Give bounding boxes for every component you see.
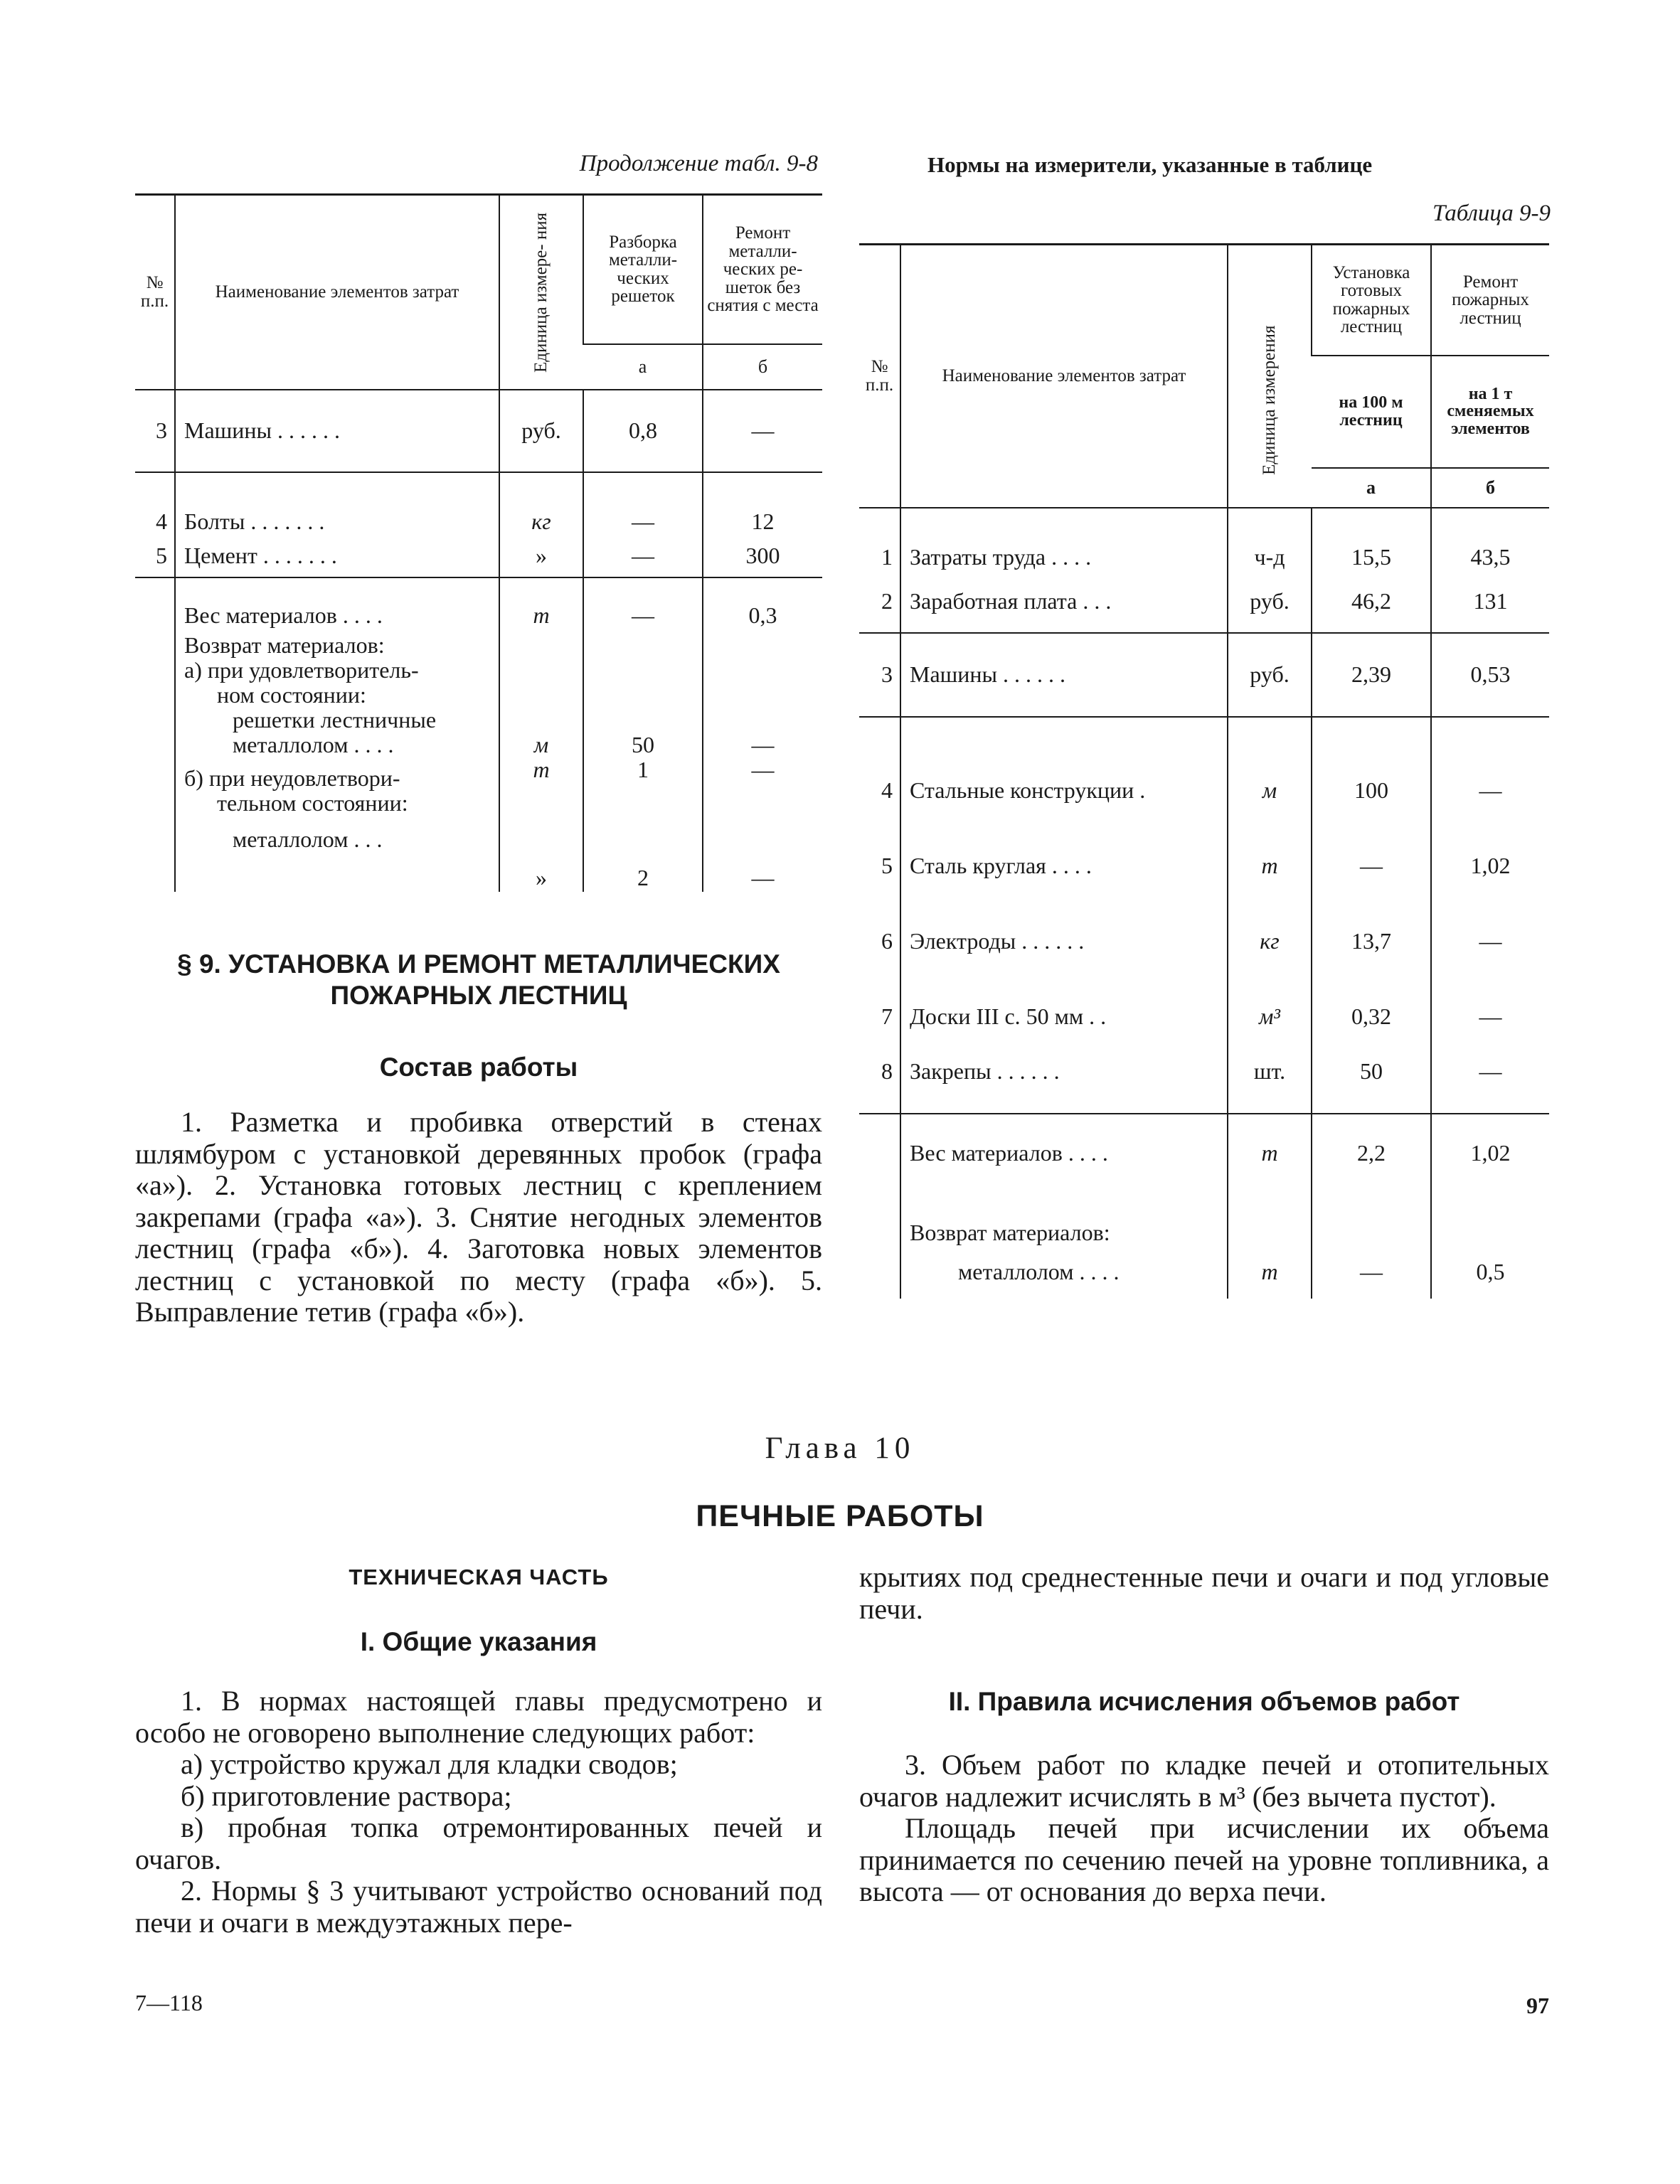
cell-name: Стальные конструкции . [900, 717, 1228, 804]
cell-name: Затраты труда . . . . [900, 508, 1228, 570]
cell-a: — [1312, 1246, 1431, 1299]
chapter-title: ПЕЧНЫЕ РАБОТЫ [696, 1499, 984, 1533]
cell-b: 43,5 [1431, 508, 1549, 570]
left-table [135, 193, 822, 892]
right-header-col-a: Установка готовых пожарных лестниц [1312, 245, 1431, 356]
cell-unit: руб. [1228, 570, 1312, 633]
cell-b: 131 [1431, 570, 1549, 633]
return-item1-unit: м [533, 731, 549, 757]
cell-a: 46,2 [1312, 570, 1431, 633]
table-row [859, 1030, 1549, 1114]
cell-b: — [1431, 717, 1549, 804]
return-a-line2: ном состоянии: [217, 681, 366, 708]
cell-unit: м³ [1228, 954, 1312, 1030]
right-header-b-sub: на 1 т сменяемых элементов [1431, 356, 1549, 468]
cell-name: Вес материалов . . . . [900, 1114, 1228, 1192]
table-row [135, 390, 822, 472]
cell-a: — [1312, 804, 1431, 879]
left-header-col-a: Разборка металли- ческих решеток [583, 195, 703, 344]
right-header-a-letter: а [1312, 468, 1431, 508]
cell-b: — [1431, 879, 1549, 954]
cell-name: металлолом . . . . [900, 1246, 1228, 1299]
return-item3-a: 2 [637, 864, 649, 890]
general-text [135, 1685, 822, 1939]
cell-num: 7 [881, 1003, 893, 1029]
cell-unit: руб. [1228, 633, 1312, 717]
right-table-heading: Нормы на измерители, указанные в таблице [927, 152, 1373, 177]
cell-b [1431, 1192, 1549, 1246]
cell-b: — [1431, 1030, 1549, 1114]
table-row [859, 1246, 1549, 1299]
left-header-name: Наименование элементов затрат [175, 195, 499, 390]
table-row [859, 633, 1549, 717]
cell-name: Возврат материалов: [900, 1192, 1228, 1246]
cell-b: 0,5 [1431, 1246, 1549, 1299]
cell-num: 3 [156, 417, 167, 443]
cell-a: 50 [1312, 1030, 1431, 1114]
paragraph-3: 3. Объем работ по кладке печей и отопительных очагов надлежит исчислять в м³ (без вычета пустот). [859, 1749, 1549, 1813]
cell-num [859, 1246, 900, 1299]
cell-unit: т [1228, 1114, 1312, 1192]
table-row [859, 879, 1549, 954]
cell-b: 12 [703, 472, 822, 535]
cell-a: 13,7 [1312, 879, 1431, 954]
general-title: I. Общие указания [360, 1627, 597, 1656]
cell-unit: ч-д [1228, 508, 1312, 570]
cell-unit: т [499, 577, 583, 629]
left-header-a-letter: а [583, 344, 703, 390]
return-item3: металлолом . . . [233, 826, 383, 852]
cell-a: — [583, 535, 703, 577]
left-table-caption: Продолжение табл. 9-8 [579, 151, 818, 176]
cell-name: Сталь круглая . . . . [900, 804, 1228, 879]
right-header-a-sub: на 100 м лестниц [1312, 356, 1431, 468]
cell-a: — [583, 577, 703, 629]
rules-title: II. Правила исчисления объемов работ [948, 1687, 1460, 1716]
cell-num: 5 [156, 542, 167, 568]
paragraph-2-continued: крытиях под среднестенные печи и очаги и под угловые печи. [859, 1561, 1549, 1625]
cell-a: 0,8 [583, 390, 703, 472]
paragraph-1c: в) пробная топка отремонтированных печей и очагов. [135, 1811, 822, 1875]
cell-b: 0,53 [1431, 633, 1549, 717]
cell-a: 2,39 [1312, 633, 1431, 717]
cell-b: 1,02 [1431, 1114, 1549, 1192]
right-table-caption: Таблица 9-9 [1432, 201, 1551, 226]
cell-a: 2,2 [1312, 1114, 1431, 1192]
return-materials-row [135, 629, 822, 892]
cell-b: 1,02 [1431, 804, 1549, 879]
return-item2-b: — [751, 756, 775, 782]
cell-unit: шт. [1228, 1030, 1312, 1114]
paragraph-4: Площадь печей при исчислении их объема принимается по сечению печей на уровне топливника, а высота — от основания до верха печи. [859, 1812, 1549, 1907]
table-row [859, 1192, 1549, 1246]
cell-num: 4 [881, 777, 893, 803]
section9-title: § 9. УСТАНОВКА И РЕМОНТ МЕТАЛЛИЧЕСКИХ ПОЖАРНЫХ ЛЕСТНИЦ [177, 949, 780, 1010]
cell-num: 2 [881, 587, 893, 614]
cell-name: Доски III с. 50 мм . . [900, 954, 1228, 1030]
left-header-num: № п.п. [140, 273, 169, 311]
paragraph-1a: а) устройство кружал для кладки сводов; [181, 1748, 678, 1780]
cell-a: 0,32 [1312, 954, 1431, 1030]
cell-b: 300 [703, 535, 822, 577]
cell-unit [1228, 1192, 1312, 1246]
left-header-b-letter: б [703, 344, 822, 390]
cell-unit: кг [1228, 879, 1312, 954]
cell-a: 100 [1312, 717, 1431, 804]
right-header-unit: Единица измерения [1228, 245, 1312, 508]
cell-a: 15,5 [1312, 508, 1431, 570]
cell-b: — [703, 390, 822, 472]
cell-name: Закрепы . . . . . . [900, 1030, 1228, 1114]
cell-unit: руб. [499, 390, 583, 472]
return-item1-b: — [751, 731, 775, 757]
table-row [135, 577, 822, 629]
table-row [859, 570, 1549, 633]
table-row [859, 1114, 1549, 1192]
cell-num: 4 [156, 508, 167, 534]
cell-name: Вес материалов . . . . [175, 577, 499, 629]
table-row [859, 717, 1549, 804]
cell-num [859, 1192, 900, 1246]
cell-unit: т [1228, 804, 1312, 879]
table-row [135, 535, 822, 577]
section9-text: 1. Разметка и пробивка отверстий в стенах шлямбуром с установкой деревянных пробок (графа «а»). 2. Установка готовых лестниц с креплением закрепами (графа «а»). 3. Снятие негодных элементов лестниц (графа «б»). 4. Заготовка новых элементов лестниц с установкой по месту (графа «б»). 5. Выправление тетив (графа «б»). [135, 1106, 822, 1328]
cell-b: 0,3 [703, 577, 822, 629]
return-item2: металлолом . . . . [233, 731, 394, 757]
cell-num: 1 [881, 543, 893, 570]
return-title: Возврат материалов: [184, 632, 385, 658]
cell-name: Машины . . . . . . [900, 633, 1228, 717]
cell-num: 8 [881, 1058, 893, 1084]
cell-name: Болты . . . . . . . [175, 472, 499, 535]
table-row [859, 804, 1549, 879]
cell-a: — [583, 472, 703, 535]
paragraph-2: 2. Нормы § 3 учитывают устройство оснований под печи и очаги в междуэтажных пере- [135, 1875, 822, 1939]
cell-num [859, 1114, 900, 1192]
return-item1: решетки лестничные [233, 706, 437, 733]
cell-b: — [1431, 954, 1549, 1030]
section9-subtitle: Состав работы [379, 1053, 578, 1082]
cell-num: 3 [881, 661, 893, 687]
cell-num: 5 [881, 852, 893, 878]
return-item2-a: 1 [637, 756, 649, 782]
cell-name: Электроды . . . . . . [900, 879, 1228, 954]
rules-text [859, 1749, 1549, 1908]
return-item2-unit: т [533, 756, 550, 782]
right-header-b-letter: б [1431, 468, 1549, 508]
left-header-unit: Единица измере- ния [499, 195, 583, 390]
left-header-col-b: Ремонт металли- ческих ре- шеток без снятия с места [703, 195, 822, 344]
return-a-line1: а) при удовлетворитель- [184, 656, 419, 683]
footer-signature: 7—118 [135, 1990, 203, 2015]
cell-unit: т [1228, 1246, 1312, 1299]
return-b-line1: б) при неудовлетвори- [184, 765, 400, 791]
cell-unit: кг [499, 472, 583, 535]
tech-part-title: ТЕХНИЧЕСКАЯ ЧАСТЬ [349, 1565, 609, 1589]
return-item1-a: 50 [632, 731, 654, 757]
return-item3-b: — [751, 864, 775, 890]
chapter-label: Глава 10 [765, 1432, 915, 1465]
table-row [859, 508, 1549, 570]
return-item3-unit: » [536, 864, 547, 890]
cell-unit: м [1228, 717, 1312, 804]
cell-a [1312, 1192, 1431, 1246]
return-b-line2: тельном состоянии: [217, 789, 408, 816]
right-header-name: Наименование элементов затрат [900, 245, 1228, 508]
right-header-num: № п.п. [865, 357, 894, 395]
table-row [135, 472, 822, 535]
paragraph-1: 1. В нормах настоящей главы предусмотрено и особо не оговорено выполнение следующих работ: [135, 1685, 822, 1749]
cell-name: Заработная плата . . . [900, 570, 1228, 633]
cell-name: Цемент . . . . . . . [175, 535, 499, 577]
right-table [859, 243, 1549, 1299]
table-row [859, 954, 1549, 1030]
cell-num: 6 [881, 927, 893, 954]
cell-name: Машины . . . . . . [175, 390, 499, 472]
cell-num [135, 577, 175, 629]
cell-unit: » [499, 535, 583, 577]
page-number: 97 [1526, 1993, 1549, 2018]
paragraph-1b: б) приготовление раствора; [181, 1779, 512, 1812]
right-header-col-b: Ремонт пожарных лестниц [1431, 245, 1549, 356]
